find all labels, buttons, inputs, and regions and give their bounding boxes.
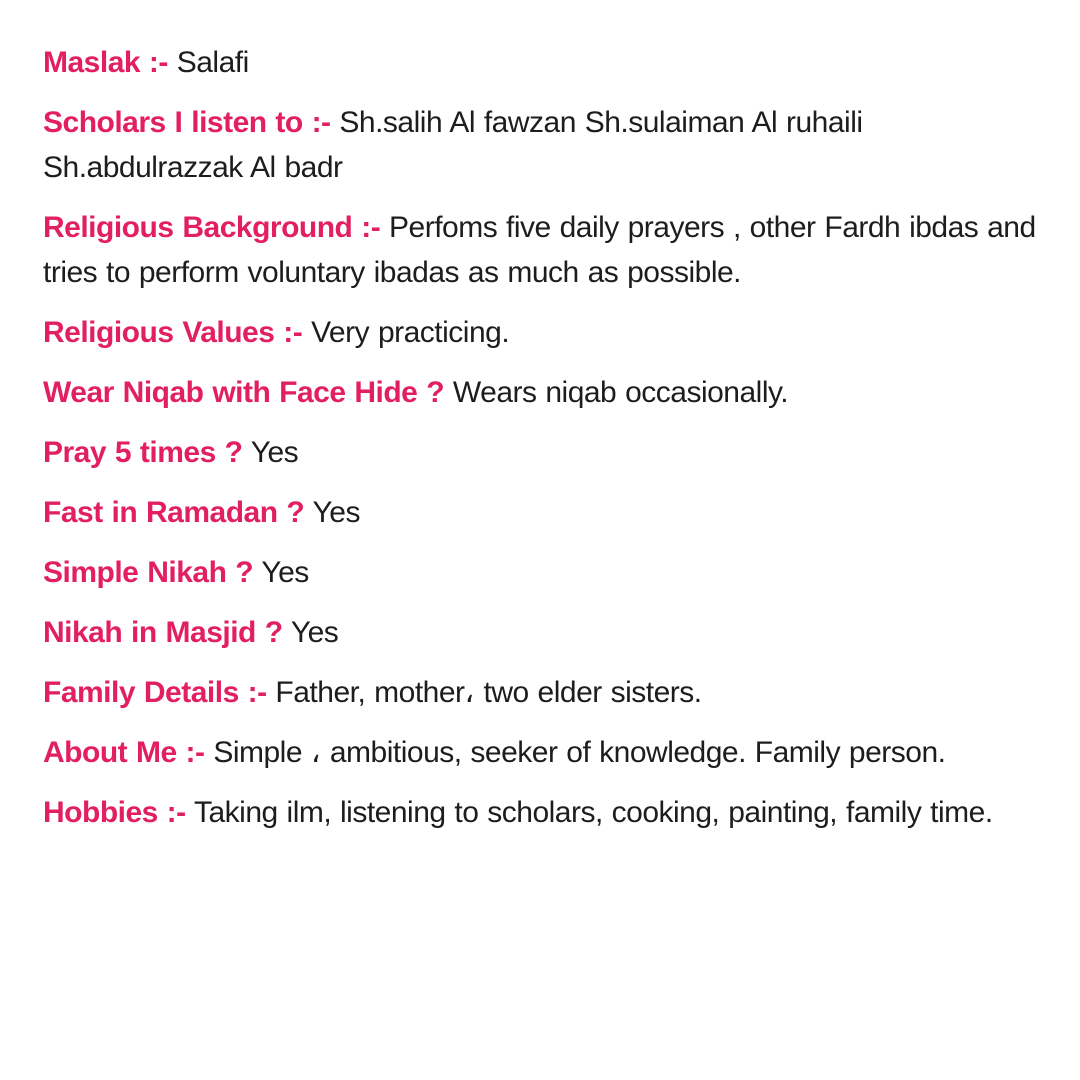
label-value-spacer bbox=[242, 436, 250, 469]
field-value: Yes bbox=[261, 556, 309, 589]
profile-field bbox=[43, 370, 1055, 415]
profile-field bbox=[43, 490, 1055, 535]
field-label: Religious Values :- bbox=[43, 316, 303, 349]
field-value: Yes bbox=[312, 496, 360, 529]
label-value-spacer bbox=[304, 496, 312, 529]
field-label: Family Details :- bbox=[43, 676, 267, 709]
field-value: Sh.salih Al fawzan Sh.sulaiman Al ruhaili Sh.abdulrazzak Al badr bbox=[43, 106, 863, 184]
field-label: Scholars I listen to :- bbox=[43, 106, 331, 139]
field-value: Perfoms five daily prayers , other Fardh ibdas and tries to perform voluntary ibadas as much as possible. bbox=[43, 211, 1036, 289]
label-value-spacer bbox=[186, 796, 194, 829]
field-value: Very practicing. bbox=[311, 316, 510, 349]
profile-field bbox=[43, 310, 1055, 355]
profile-field bbox=[43, 730, 1055, 775]
field-label: Fast in Ramadan ? bbox=[43, 496, 305, 529]
profile-field bbox=[43, 790, 1055, 835]
profile-fields-list bbox=[43, 40, 1055, 835]
field-value: Father, mother، two elder sisters. bbox=[275, 676, 702, 709]
field-value: Taking ilm, listening to scholars, cooking, painting, family time. bbox=[193, 796, 993, 829]
label-value-spacer bbox=[283, 616, 291, 649]
field-value: Simple ، ambitious, seeker of knowledge. Family person. bbox=[213, 736, 946, 769]
profile-field bbox=[43, 430, 1055, 475]
label-value-spacer bbox=[168, 46, 177, 79]
field-label: Nikah in Masjid ? bbox=[43, 616, 283, 649]
field-label: Simple Nikah ? bbox=[43, 556, 254, 589]
profile-field bbox=[43, 610, 1055, 655]
field-value: Yes bbox=[290, 616, 339, 649]
profile-field bbox=[43, 40, 1055, 85]
field-label: Pray 5 times ? bbox=[43, 436, 243, 469]
label-value-spacer bbox=[204, 736, 213, 769]
field-label: About Me :- bbox=[43, 736, 205, 769]
field-label: Wear Niqab with Face Hide ? bbox=[43, 376, 445, 409]
field-value: Yes bbox=[250, 436, 299, 469]
field-label: Maslak :- bbox=[43, 46, 168, 79]
label-value-spacer bbox=[302, 316, 311, 349]
profile-field bbox=[43, 205, 1055, 295]
label-value-spacer bbox=[444, 376, 453, 409]
profile-field bbox=[43, 670, 1055, 715]
field-label: Religious Background :- bbox=[43, 211, 381, 244]
field-label: Hobbies :- bbox=[43, 796, 186, 829]
profile-field bbox=[43, 100, 1055, 190]
field-value: Wears niqab occasionally. bbox=[452, 376, 789, 409]
label-value-spacer bbox=[380, 211, 389, 244]
field-value: Salafi bbox=[176, 46, 249, 79]
profile-field bbox=[43, 550, 1055, 595]
